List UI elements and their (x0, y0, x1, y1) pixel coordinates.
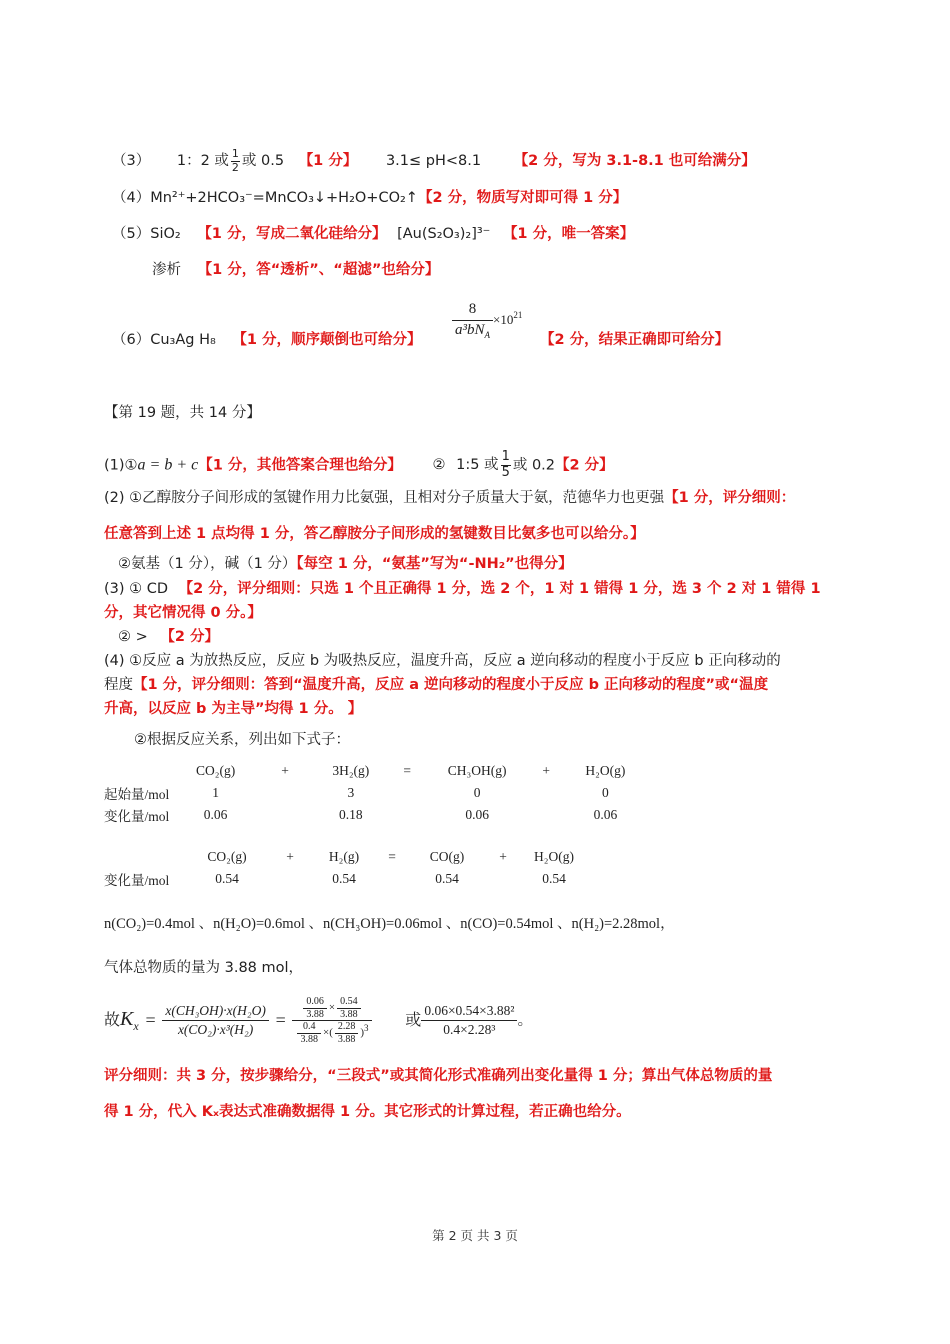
q18-p5-score3: 【1 分，答“透析”、“超滤”也给分】 (197, 262, 440, 278)
q18-p6-fraction (452, 300, 493, 341)
q18-p5-answer3: 渗析 (152, 262, 181, 278)
q18-p6-frac-den-sub: A (484, 329, 491, 340)
q19-p1-num: (1)① (104, 457, 138, 474)
frac-num: 2.28 (335, 1021, 359, 1034)
q19-p1-score1: 【1 分，其他答案合理也给分】 (198, 457, 402, 474)
kx-frac2-den-a (297, 1021, 321, 1045)
row-label: 变化量/mol (104, 873, 170, 888)
q18-p6-frac-num: 8 (452, 300, 493, 321)
q19-p4-line1: (4) ①反应 a 为放热反应，反应 b 为吸热反应，温度升高，反应 a 逆向移动的程度小于反应 b 正向移动的 (104, 653, 781, 669)
cell: 0.54 (542, 871, 566, 886)
cell: 0.18 (339, 807, 363, 822)
q18-p3-score1: 【1 分】 (298, 153, 358, 170)
q18-p6-score2: 【2 分，结果正确即可给分】 (540, 332, 730, 348)
operator: + (499, 849, 507, 864)
kx-symbol-sub: x (133, 1019, 139, 1034)
q18-p6-answer1: Cu₃Ag H₈ (150, 332, 216, 348)
kx-frac3-den: 0.4×2.28³ (443, 1022, 496, 1037)
cell: 0.54 (215, 871, 239, 886)
kx-frac2-num (292, 996, 371, 1021)
q18-p5-score1: 【1 分，写成二氧化硅给分】 (197, 226, 387, 242)
q18-p3-fraction (231, 148, 240, 174)
kx-prefix: 故 (104, 1011, 121, 1029)
cell: 0.54 (332, 871, 356, 886)
kx-equals-2: = (275, 1009, 286, 1030)
q18-p5-answer2: [Au(S₂O₃)₂]³⁻ (397, 226, 491, 242)
row-label: 变化量/mol (104, 809, 170, 824)
q19-p4-line2-score: 【1 分，评分细则：答到“温度升高，反应 a 逆向移动的程度小于反应 b 正向移动的程度”或“温度 (133, 677, 769, 693)
kx-fraction-definition (162, 1002, 268, 1038)
q18-p6-score1: 【1 分，顺序颠倒也可给分】 (232, 332, 422, 348)
q19-p1-frac-den: 5 (501, 464, 510, 480)
q19-p2-line3 (118, 556, 573, 573)
table-row (104, 868, 584, 890)
total-amount-line: 气体总物质的量为 3.88 mol， (104, 960, 304, 976)
reaction-table-1 (104, 760, 634, 826)
q18-p3-frac-den: 2 (231, 160, 239, 174)
cell: 0.54 (435, 871, 459, 886)
species: CO₂(g) (195, 763, 236, 778)
q18-p5-score2: 【1 分，唯一答案】 (502, 226, 635, 242)
q18-p3-score2: 【2 分，写为 3.1-8.1 也可给满分】 (513, 153, 756, 170)
kx-frac2-den-b (335, 1021, 359, 1045)
q18-p3-num: （3） (112, 153, 151, 170)
q19-p2-line1 (104, 490, 795, 507)
frac-den: 3.88 (306, 1008, 324, 1020)
q19-heading: 【第 19 题，共 14 分】 (104, 405, 261, 421)
q18-p6-multiplier: ×10 (493, 311, 514, 327)
operator: = (388, 849, 396, 864)
q19-p2-line1-score: 【1 分，评分细则： (664, 490, 796, 506)
q19-p1-fraction (501, 450, 511, 481)
kx-end: 。 (517, 1012, 533, 1029)
q19-p4-line4: ②根据反应关系，列出如下式子： (134, 732, 350, 748)
q18-p4-score: 【2 分，物质写对即可得 1 分】 (417, 190, 628, 206)
table-row (104, 804, 634, 826)
q19-p2-line1-text: (2) ①乙醇胺分子间形成的氢键作用力比氨强，且相对分子质量大于氨，范德华力也更强 (104, 490, 665, 506)
q19-p1-answer: a = b + c (137, 456, 199, 474)
species: H₂O(g) (585, 763, 626, 778)
operator: + (286, 849, 294, 864)
kx-frac2-num-a (303, 996, 327, 1020)
cell: 0.06 (203, 807, 228, 822)
q18-p6-frac-den (452, 321, 493, 342)
operator: + (542, 763, 551, 778)
kx-symbol-letter: K (120, 1008, 134, 1031)
scoring-rule-line2: 得 1 分，代入 Kₓ表达式准确数据得 1 分。其它形式的计算过程，若正确也给分。 (104, 1104, 631, 1120)
q18-p3-ph: 3.1≤ pH<8.1 (385, 153, 482, 170)
q18-p3-line (112, 148, 756, 174)
q19-p1-alt: 或 0.2 (512, 457, 556, 474)
q18-p5-line1 (112, 226, 634, 243)
kx-frac1-den: x(CO₂)·x³(H₂) (177, 1022, 254, 1037)
q19-p3-line3-text: ② > (118, 629, 148, 645)
kx-frac2-num-b (337, 996, 361, 1020)
q18-p6-formula (452, 300, 522, 341)
table-row (104, 782, 634, 804)
q19-p3-line3-score: 【2 分】 (160, 629, 220, 645)
q19-p1-sub2: ② (432, 457, 446, 474)
q19-p4-line3: 升高，以反应 b 为主导”均得 1 分。 】 (104, 701, 363, 717)
q19-p1-ratio: 1:5 或 (456, 457, 499, 474)
species: H₂O(g) (534, 849, 574, 864)
q19-p4-line2-text: 程度 (104, 677, 133, 693)
frac-den: 3.88 (337, 1033, 356, 1045)
species: CO(g) (429, 849, 465, 864)
species: CO₂(g) (207, 849, 247, 864)
q18-p5-line2 (152, 262, 439, 279)
operator: + (281, 763, 289, 778)
cell: 0.06 (593, 807, 618, 822)
cube-exponent: 3 (364, 1022, 369, 1033)
kx-fraction-substituted (292, 996, 371, 1045)
cell: 1 (212, 785, 219, 800)
scoring-rule-line1: 评分细则：共 3 分，按步骤给分，“三段式”或其简化形式准确列出变化量得 1 分；算出气体总物质的量 (104, 1068, 773, 1084)
species: CH₃OH(g) (447, 763, 507, 778)
q19-p4-line2 (104, 677, 768, 694)
species: 3H₂(g) (332, 763, 370, 778)
q19-p2-line3-text: ②氨基（1 分），碱（1 分） (118, 556, 297, 572)
frac-num: 0.54 (337, 996, 361, 1009)
q19-p3-line1-score: 【2 分，评分细则：只选 1 个且正确得 1 分，选 2 个，1 对 1 错得 1 分，选 3 个 2 对 1 错得 1 (178, 581, 821, 597)
q18-p3-frac-num: 1 (231, 147, 239, 160)
q19-p1-line (104, 450, 614, 481)
kx-frac3-num: 0.06×0.54×3.88² (421, 1002, 517, 1021)
q19-p2-line3-score: 【每空 1 分，“氨基”写为“-NH₂”也得分】 (296, 556, 573, 572)
q18-p3-ratio-alt: 或 0.5 (241, 153, 285, 170)
frac-num: 0.06 (303, 996, 327, 1009)
cell: 0.06 (465, 807, 489, 822)
frac-den: 3.88 (300, 1033, 318, 1045)
amounts-line: n(CO₂)=0.4mol 、n(H₂O)=0.6mol 、n(CH₃OH)=0.06mol 、n(CO)=0.54mol 、n(H₂)=2.28mol， (104, 916, 675, 932)
q19-p3-line1-text: (3) ① CD (104, 581, 169, 597)
kx-frac2-den: $\frac{0.4}{3.88}$ ×( $\frac{2.28}{3.88}$ )$^3$ (292, 1021, 371, 1045)
kx-expression (104, 996, 532, 1045)
cell: 0 (473, 785, 481, 800)
q18-p6-frac-den-text: a³bN (455, 321, 485, 338)
kx-fraction-simplified (421, 1002, 517, 1038)
frac-num: 0.4 (297, 1021, 321, 1034)
kx-or: 或 (405, 1011, 422, 1029)
page-footer: 第 2 页 共 3 页 (432, 1228, 518, 1243)
q18-p4-num: （4） (112, 190, 151, 206)
q19-p3-line3 (118, 629, 219, 646)
reaction-table-1-species-row (104, 760, 634, 782)
times-sign: × (322, 1026, 330, 1039)
q19-p1-frac-num: 1 (501, 449, 510, 464)
q18-p5-num: （5） (112, 226, 151, 242)
q19-p2-line2: 任意答到上述 1 点均得 1 分，答乙醇胺分子间形成的氢键数目比氨多也可以给分。】 (104, 526, 645, 542)
cell: 0 (602, 785, 609, 800)
operator: = (403, 763, 411, 778)
q19-p1-score2: 【2 分】 (555, 457, 614, 474)
q19-p3-line1 (104, 581, 821, 598)
q18-p6-exponent: 21 (513, 310, 523, 321)
q18-p4-equation: Mn²⁺+2HCO₃⁻=MnCO₃↓+H₂O+CO₂↑ (150, 190, 418, 206)
cell: 3 (347, 785, 355, 800)
reaction-table-2 (104, 846, 584, 890)
times-sign: × (328, 1001, 336, 1014)
reaction-table-2-species-row (104, 846, 584, 868)
row-label: 起始量/mol (104, 787, 170, 802)
kx-frac1-num: x(CH₃OH)·x(H₂O) (162, 1002, 268, 1021)
q19-p3-line2: 分，其它情况得 0 分。】 (104, 605, 262, 621)
q18-p6-num: （6） (112, 332, 151, 348)
kx-symbol (120, 1008, 139, 1034)
kx-equals: = (145, 1009, 156, 1030)
frac-den: 3.88 (340, 1008, 358, 1020)
species: H₂(g) (328, 849, 360, 864)
q18-p3-ratio: 1：2 或 (176, 153, 229, 170)
q18-p6-line (112, 332, 422, 349)
q18-p5-answer1: SiO₂ (150, 226, 181, 242)
q18-p4-line (112, 190, 627, 207)
